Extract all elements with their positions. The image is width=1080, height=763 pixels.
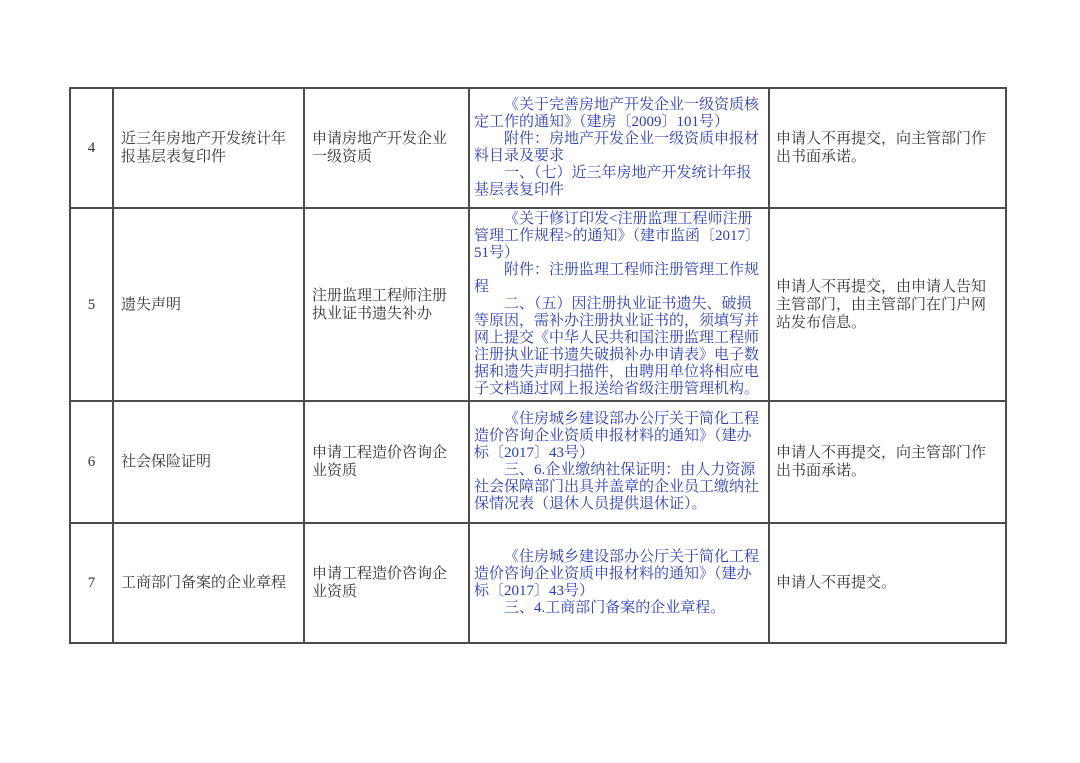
basis-paragraph: 附件：注册监理工程师注册管理工作规程 [474, 262, 760, 295]
basis-paragraph: 一、（七）近三年房地产开发统计年报基层表复印件 [474, 165, 752, 198]
basis-paragraph: 《关于完善房地产开发企业一级资质核定工作的通知》（建房〔2009〕101号） [474, 97, 760, 130]
legal-basis-cell [469, 208, 769, 401]
material-name-cell: 遗失声明 [113, 208, 304, 401]
legal-basis-cell [469, 401, 769, 523]
basis-paragraph: 三、6.企业缴纳社保证明：由人力资源社会保障部门出具并盖章的企业员工缴纳社保情况表（退休人员提供退休证）。 [474, 462, 760, 512]
handling-method-cell: 申请人不再提交，向主管部门作出书面承诺。 [769, 88, 1006, 208]
handling-method-cell: 申请人不再提交，由申请人告知主管部门，由主管部门在门户网站发布信息。 [769, 208, 1006, 401]
row-number-cell: 5 [70, 208, 113, 401]
basis-paragraph: 二、（五）因注册执业证书遗失、破损等原因，需补办注册执业证书的，须填写并网上提交《中华人民共和国注册监理工程师注册执业证书遗失破损补办申请表》电子数据和遗失声明扫描件，由聘用单位将相应电子文档通过网上报送给省级注册管理机构。 [474, 296, 760, 397]
row-number-cell: 6 [70, 401, 113, 523]
apply-matter-cell: 申请房地产开发企业一级资质 [304, 88, 469, 208]
row-number-cell: 7 [70, 523, 113, 643]
material-name-cell: 社会保险证明 [113, 401, 304, 523]
basis-paragraph: 三、4.工商部门备案的企业章程。 [504, 600, 726, 616]
apply-matter-cell: 注册监理工程师注册执业证书遗失补办 [304, 208, 469, 401]
basis-paragraph: 《关于修订印发<注册监理工程师注册管理工作规程>的通知》（建市监函〔2017〕51号） [474, 211, 760, 261]
table-row [70, 208, 1006, 401]
materials-table [69, 87, 1007, 644]
basis-paragraph: 附件：房地产开发企业一级资质申报材料目录及要求 [474, 131, 760, 164]
table-row [70, 401, 1006, 523]
apply-matter-cell: 申请工程造价咨询企业资质 [304, 401, 469, 523]
material-name-cell: 近三年房地产开发统计年报基层表复印件 [113, 88, 304, 208]
basis-paragraph: 《住房城乡建设部办公厅关于简化工程造价咨询企业资质申报材料的通知》（建办标〔2017〕43号） [474, 549, 760, 599]
table-row [70, 88, 1006, 208]
handling-method-cell: 申请人不再提交。 [769, 523, 1006, 643]
legal-basis-cell [469, 88, 769, 208]
handling-method-cell: 申请人不再提交，向主管部门作出书面承诺。 [769, 401, 1006, 523]
material-name-cell: 工商部门备案的企业章程 [113, 523, 304, 643]
apply-matter-cell: 申请工程造价咨询企业资质 [304, 523, 469, 643]
basis-paragraph: 《住房城乡建设部办公厅关于简化工程造价咨询企业资质申报材料的通知》（建办标〔2017〕43号） [474, 411, 760, 461]
legal-basis-cell [469, 523, 769, 643]
row-number-cell: 4 [70, 88, 113, 208]
table-row [70, 523, 1006, 643]
